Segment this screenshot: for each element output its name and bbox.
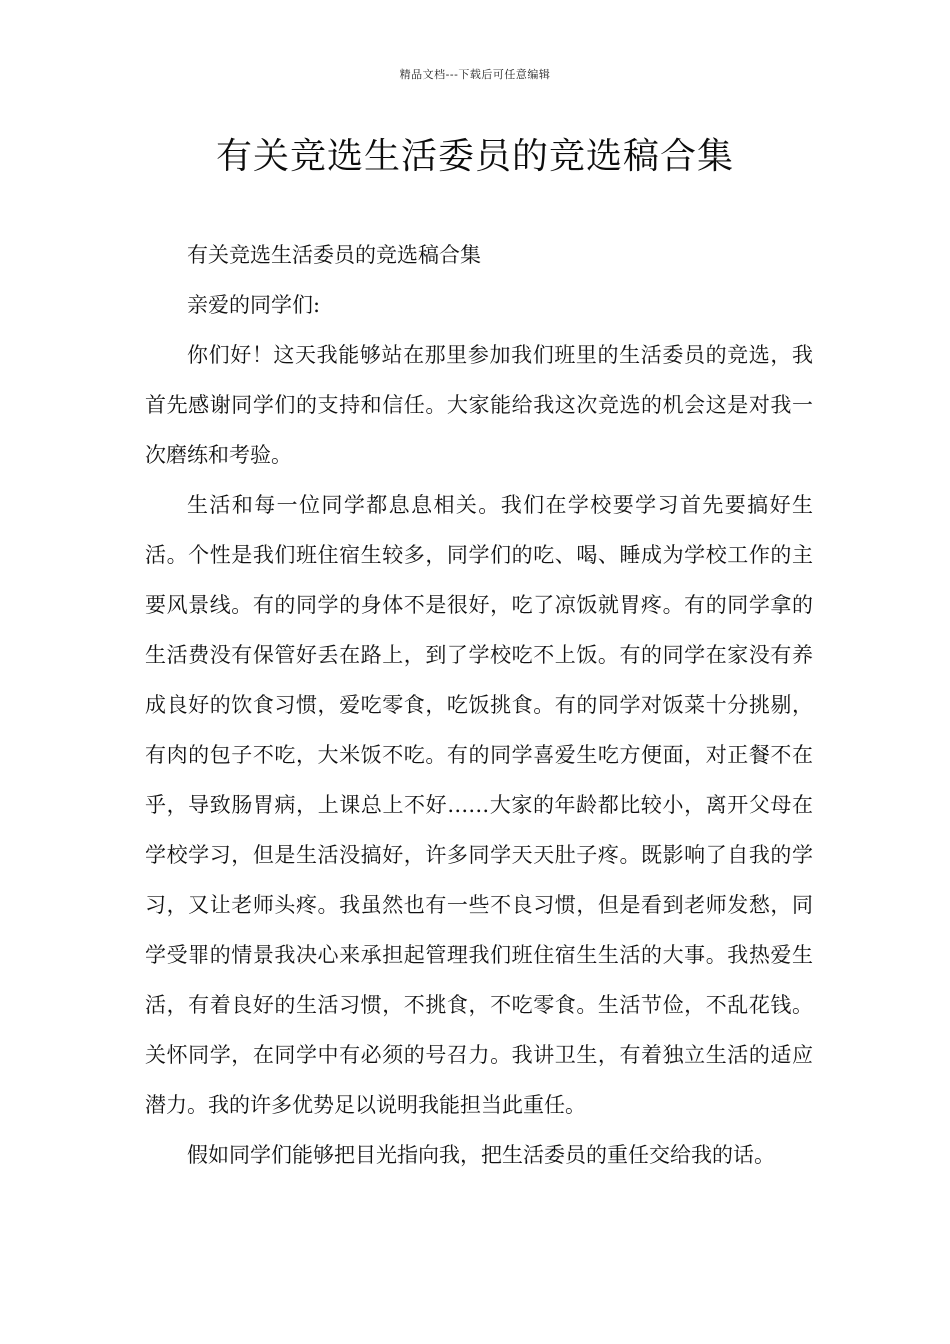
page-title: 有关竞选生活委员的竞选稿合集 (215, 136, 734, 177)
document-body (145, 230, 813, 1180)
paragraph: 假如同学们能够把目光指向我，把生活委员的重任交给我的话。 (187, 1143, 775, 1167)
paragraph: 生活和每一位同学都息息相关。我们在学校要学习首先要搞好生活。个性是我们班住宿生较多，同学们的吃、喝、睡成为学校工作的主要风景线。有的同学的身体不是很好，吃了凉饭就胃疼。有的同学拿的生活费没有保管好丢在路上，到了学校吃不上饭。有的同学在家没有养成良好的饮食习惯，爱吃零食，吃饭挑食。有的同学对饭菜十分挑剔，有肉的包子不吃，大米饭不吃。有的同学喜爱生吃方便面，对正餐不在乎，导致肠胃病，上课总上不好……大家的年龄都比较小，离开父母在学校学习，但是生活没搞好，许多同学天天肚子疼。既影响了自我的学习，又让老师头疼。我虽然也有一些不良习惯，但是看到老师发愁，同学受罪的情景我决心来承担起管理我们班住宿生生活的大事。我热爱生活，有着良好的生活习惯，不挑食，不吃零食。生活节俭，不乱花钱。关怀同学，在同学中有必须的号召力。我讲卫生，有着独立生活的适应潜力。我的许多优势足以说明我能担当此重任。 (145, 493, 813, 1117)
header-note: 精品文档---下载后可任意编辑 (399, 68, 551, 81)
paragraph: 亲爱的同学们: (187, 293, 321, 317)
paragraph: 你们好！这天我能够站在那里参加我们班里的生活委员的竞选，我首先感谢同学们的支持和信任。大家能给我这次竞选的机会这是对我一次磨练和考验。 (145, 343, 813, 467)
paragraph: 有关竞选生活委员的竞选稿合集 (187, 243, 481, 267)
